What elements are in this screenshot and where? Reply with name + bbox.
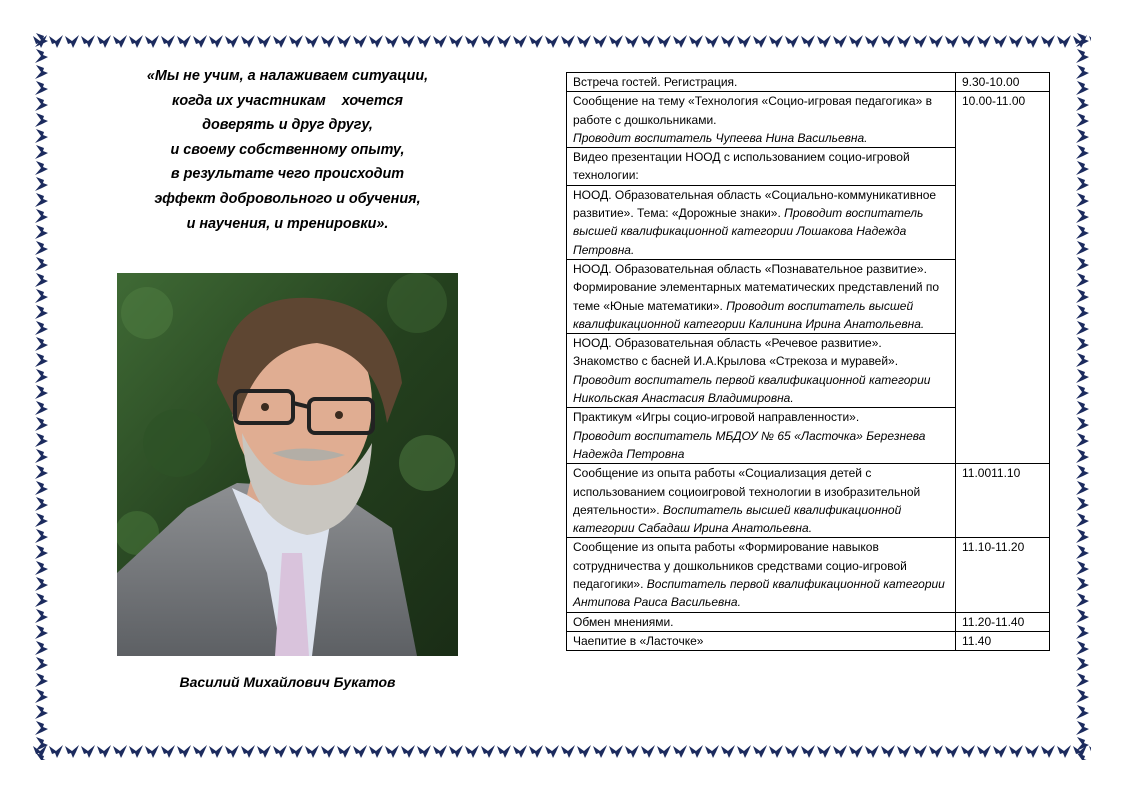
- schedule-item: Сообщение на тему «Технология «Социо-игровая педагогика» в работе с дошкольниками. Проводит воспитатель Чупеева Нина Васильевна.: [567, 92, 956, 148]
- schedule-time: 9.30-10.00: [956, 73, 1050, 92]
- table-row: [567, 631, 1050, 650]
- epigraph-quote: [125, 64, 450, 236]
- schedule-item: Видео презентации НООД с использованием социо-игровой технологии:: [567, 148, 956, 186]
- table-row: [567, 464, 1050, 538]
- schedule-item: Сообщение из опыта работы «Социализация детей с использованием социоигровой технологии в изобразительной деятельности». Воспитатель высшей квалификационной категории Сабадаш Ирина Анатольевна.: [567, 464, 956, 538]
- schedule-item: Практикум «Игры социо-игровой направленности». Проводит воспитатель МБДОУ № 65 «Ласточка» Березнева Надежда Петровна: [567, 408, 956, 464]
- schedule-item: НООД. Образовательная область «Социально-коммуникативное развитие». Тема: «Дорожные знаки». Проводит воспитатель высшей квалификационной категории Лошакова Надежда Петровна.: [567, 185, 956, 259]
- quote-line: доверять и друг другу,: [202, 117, 373, 134]
- table-row: [567, 73, 1050, 92]
- decorative-border-bottom: [32, 742, 1091, 760]
- schedule-time: 11.10-11.20: [956, 538, 1050, 612]
- decorative-border-left: [32, 32, 50, 760]
- quote-line: когда их участникам хочется: [172, 92, 403, 109]
- decorative-border-top: [32, 32, 1091, 50]
- quote-line: и научения, и тренировки».: [186, 215, 389, 232]
- table-row: [567, 92, 1050, 148]
- portrait-caption: Василий Михайлович Букатов: [179, 674, 396, 690]
- schedule-time: 11.0011.10: [956, 464, 1050, 538]
- quote-line: эффект добровольного и обучения,: [154, 190, 421, 207]
- quote-line: и своему собственному опыту,: [170, 141, 405, 158]
- table-row: [567, 612, 1050, 631]
- schedule-table: [566, 72, 1050, 651]
- schedule-item: НООД. Образовательная область «Познавательное развитие». Формирование элементарных математических представлений по теме «Юные математики». Проводит воспитатель высшей квалификационной категории Калинина Ирина Анатольевна.: [567, 259, 956, 333]
- quote-line: в результате чего происходит: [170, 166, 405, 183]
- schedule-time: 11.40: [956, 631, 1050, 650]
- schedule-item: Встреча гостей. Регистрация.: [567, 73, 956, 92]
- table-row: [567, 538, 1050, 612]
- schedule-item: Сообщение из опыта работы «Формирование навыков сотрудничества у дошкольников средствами социо-игровой педагогики». Воспитатель первой квалификационной категории Антипова Раиса Васильевна.: [567, 538, 956, 612]
- schedule-item: Чаепитие в «Ласточке»: [567, 631, 956, 650]
- schedule-time: 11.20-11.40: [956, 612, 1050, 631]
- schedule-item: НООД. Образовательная область «Речевое развитие». Знакомство с басней И.А.Крылова «Стрекоза и муравей». Проводит воспитатель первой квалификационной категории Никольская Анастасия Владимировна.: [567, 334, 956, 408]
- portrait-photo: [117, 273, 458, 656]
- schedule-item: Обмен мнениями.: [567, 612, 956, 631]
- schedule-time: 10.00-11.00: [956, 92, 1050, 464]
- quote-line: «Мы не учим, а налаживаем ситуации,: [146, 68, 429, 84]
- decorative-border-right: [1073, 32, 1091, 760]
